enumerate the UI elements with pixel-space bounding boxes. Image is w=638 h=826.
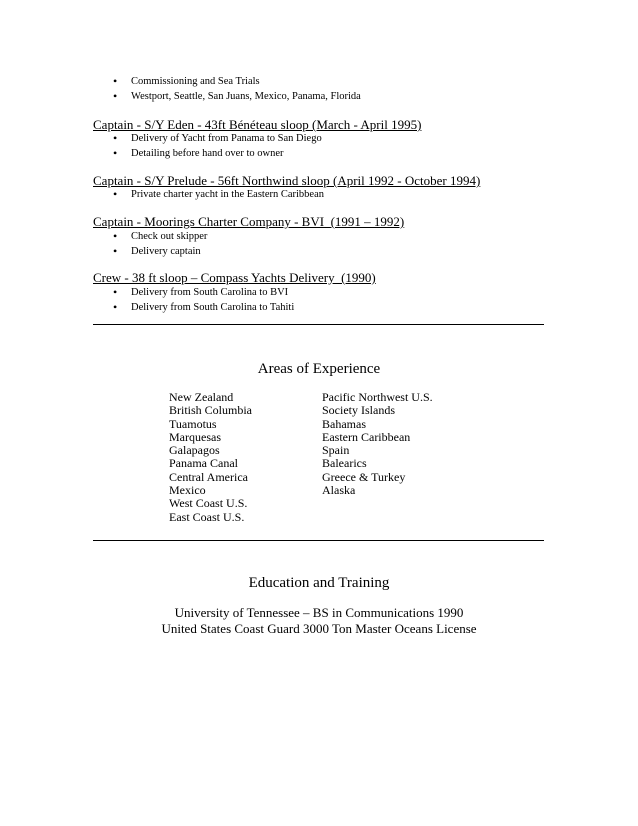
- divider: [93, 540, 544, 541]
- list-item: • Delivery captain: [113, 244, 563, 259]
- list-item: West Coast U.S.: [169, 496, 248, 511]
- list-item: Spain: [322, 443, 350, 458]
- list-item: Mexico: [169, 483, 206, 498]
- top-bullet-list: [113, 74, 563, 104]
- list-item: New Zealand: [169, 390, 234, 404]
- areas-left-column: [169, 391, 252, 524]
- list-item: • Check out skipper: [113, 229, 563, 244]
- list-item: Tuamotus: [169, 416, 217, 431]
- list-item: Pacific Northwest U.S.: [322, 390, 433, 404]
- list-item: Balearics: [322, 456, 367, 471]
- job-title-moorings: Captain - Moorings Charter Company - BVI (1991 – 1992): [93, 214, 405, 229]
- list-item: Eastern Caribbean: [322, 429, 411, 444]
- list-item: • Westport, Seattle, San Juans, Mexico, Panama, Florida: [113, 89, 563, 104]
- education-heading: Education and Training: [248, 575, 390, 591]
- education-line: University of Tennessee – BS in Communications 1990: [174, 605, 464, 620]
- job-bullets-prelude: [113, 187, 563, 202]
- list-item: Society Islands: [322, 403, 395, 418]
- list-item: Galapagos: [169, 443, 220, 458]
- job-bullets-compass: [113, 285, 563, 315]
- list-item: Central America: [169, 469, 248, 484]
- job-bullets-eden: [113, 131, 563, 161]
- list-item: • Delivery of Yacht from Panama to San Diego: [113, 131, 563, 146]
- list-item: East Coast U.S.: [169, 509, 245, 524]
- list-item: • Detailing before hand over to owner: [113, 146, 563, 161]
- areas-right-column: [322, 391, 433, 497]
- divider: [93, 324, 544, 325]
- list-item: • Delivery from South Carolina to Tahiti: [113, 300, 563, 315]
- list-item: • Private charter yacht in the Eastern Caribbean: [113, 187, 563, 202]
- job-title-prelude: Captain - S/Y Prelude - 56ft Northwind sloop (April 1992 - October 1994): [93, 173, 481, 188]
- list-item: Greece & Turkey: [322, 469, 406, 484]
- education-line: United States Coast Guard 3000 Ton Master Oceans License: [161, 621, 477, 636]
- list-item: • Delivery from South Carolina to BVI: [113, 285, 563, 300]
- areas-heading: Areas of Experience: [257, 361, 381, 377]
- job-bullets-moorings: [113, 229, 563, 259]
- list-item: Panama Canal: [169, 456, 238, 471]
- list-item: Alaska: [322, 483, 356, 498]
- list-item: • Commissioning and Sea Trials: [113, 74, 563, 89]
- list-item: British Columbia: [169, 403, 253, 418]
- job-title-eden: Captain - S/Y Eden - 43ft Bénéteau sloop (March - April 1995): [93, 117, 422, 132]
- job-title-compass: Crew - 38 ft sloop – Compass Yachts Delivery (1990): [93, 270, 376, 285]
- list-item: Bahamas: [322, 416, 366, 431]
- list-item: Marquesas: [169, 429, 221, 444]
